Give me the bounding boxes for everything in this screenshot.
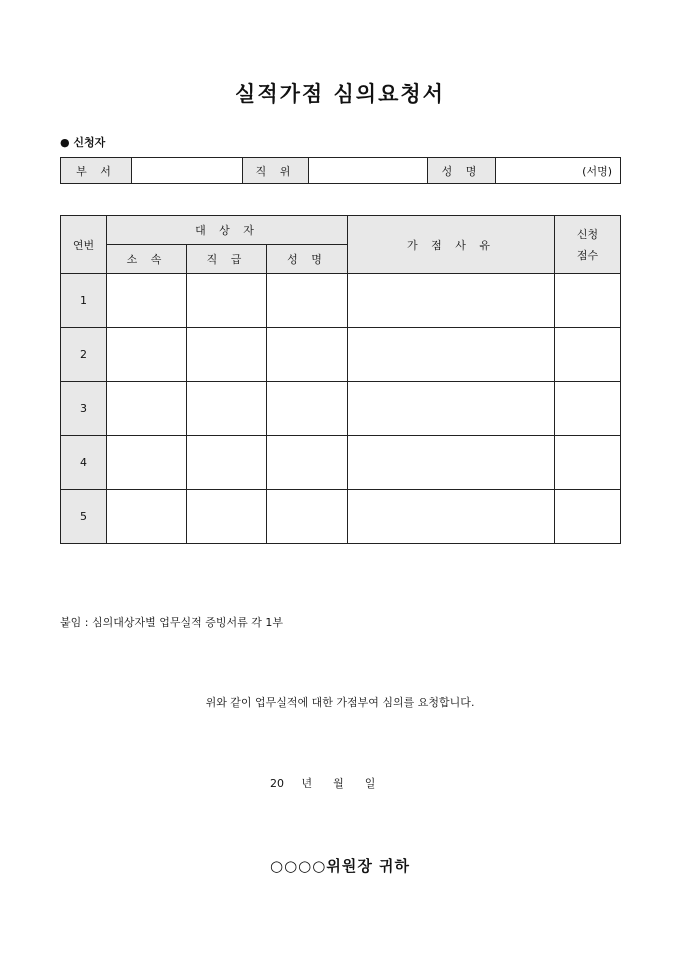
rank-cell[interactable] (187, 274, 267, 328)
col-rank-header: 직 급 (187, 245, 267, 274)
points-cell[interactable] (555, 382, 621, 436)
name-cell[interactable] (267, 328, 348, 382)
targets-table (60, 215, 621, 544)
name-label: 성 명 (428, 158, 496, 184)
date-line: 20 년 월 일 (270, 777, 376, 790)
col-target-header: 대 상 자 (107, 216, 348, 245)
name-cell[interactable] (267, 382, 348, 436)
table-row (61, 274, 621, 328)
row-number: 1 (61, 274, 107, 328)
name-cell[interactable] (267, 490, 348, 544)
col-points-header: 신청 점수 (555, 216, 621, 274)
name-cell[interactable] (267, 436, 348, 490)
row-number: 2 (61, 328, 107, 382)
position-label: 직 위 (243, 158, 309, 184)
col-affiliation-header: 소 속 (107, 245, 187, 274)
signature-hint: (서명) (582, 164, 612, 178)
points-cell[interactable] (555, 490, 621, 544)
rank-cell[interactable] (187, 436, 267, 490)
reason-cell[interactable] (348, 382, 555, 436)
affiliation-cell[interactable] (107, 436, 187, 490)
position-field[interactable] (309, 158, 428, 184)
reason-cell[interactable] (348, 436, 555, 490)
col-no-header: 연번 (61, 216, 107, 274)
reason-cell[interactable] (348, 490, 555, 544)
reason-cell[interactable] (348, 328, 555, 382)
affiliation-cell[interactable] (107, 328, 187, 382)
applicant-section-label: ● 신청자 (60, 136, 106, 149)
rank-cell[interactable] (187, 490, 267, 544)
addressee: ○○○○위원장 귀하 (269, 857, 411, 875)
points-cell[interactable] (555, 328, 621, 382)
dept-field[interactable] (132, 158, 243, 184)
col-reason-header: 가 점 사 유 (348, 216, 555, 274)
rank-cell[interactable] (187, 328, 267, 382)
table-row (61, 382, 621, 436)
affiliation-cell[interactable] (107, 490, 187, 544)
row-number: 3 (61, 382, 107, 436)
col-name-header: 성 명 (267, 245, 348, 274)
signature-field[interactable] (496, 158, 621, 184)
table-row (61, 490, 621, 544)
attachment-note: 붙임 : 심의대상자별 업무실적 증빙서류 각 1부 (60, 616, 283, 629)
points-cell[interactable] (555, 436, 621, 490)
row-number: 5 (61, 490, 107, 544)
document-title: 실적가점 심의요청서 (235, 81, 445, 106)
affiliation-cell[interactable] (107, 274, 187, 328)
table-row (61, 328, 621, 382)
points-cell[interactable] (555, 274, 621, 328)
affiliation-cell[interactable] (107, 382, 187, 436)
dept-label: 부 서 (61, 158, 132, 184)
applicant-table (60, 157, 621, 184)
reason-cell[interactable] (348, 274, 555, 328)
rank-cell[interactable] (187, 382, 267, 436)
request-statement: 위와 같이 업무실적에 대한 가점부여 심의를 요청합니다. (205, 696, 475, 709)
table-row (61, 436, 621, 490)
row-number: 4 (61, 436, 107, 490)
name-cell[interactable] (267, 274, 348, 328)
